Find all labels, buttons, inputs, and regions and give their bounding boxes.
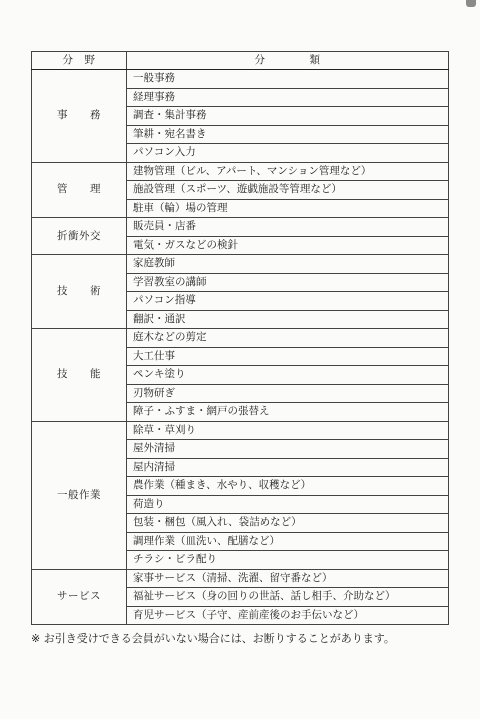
category-cell: 荷造り — [127, 495, 449, 514]
category-cell: 福祉サービス（身の回りの世話、話し相手、介助など） — [127, 588, 449, 607]
category-cell: 屋外清掃 — [127, 440, 449, 459]
table-row — [32, 569, 449, 588]
table-row — [32, 421, 449, 440]
field-cell: 折衝外交 — [32, 218, 127, 255]
footnote: ※ お引き受けできる会員がいない場合には、お断りすることがあります。 — [31, 632, 395, 645]
job-category-table — [31, 51, 449, 625]
table-row — [32, 70, 449, 89]
category-cell: 建物管理（ビル、アパート、マンション管理など） — [127, 162, 449, 181]
category-cell: 育児サービス（子守、産前産後のお手伝いなど） — [127, 606, 449, 625]
table-row — [32, 218, 449, 237]
field-cell: 技 能 — [32, 329, 127, 422]
category-cell: 調査・集計事務 — [127, 107, 449, 126]
category-cell: 調理作業（皿洗い、配膳など） — [127, 532, 449, 551]
category-cell: 庭木などの剪定 — [127, 329, 449, 348]
table-header-row — [32, 52, 449, 70]
category-cell: 除草・草刈り — [127, 421, 449, 440]
category-cell: 筆耕・宛名書き — [127, 125, 449, 144]
category-cell: 販売員・店番 — [127, 218, 449, 237]
field-cell: 一般作業 — [32, 421, 127, 569]
category-cell: 農作業（種まき、水やり、収穫など） — [127, 477, 449, 496]
field-cell: 技 術 — [32, 255, 127, 329]
category-cell: 障子・ふすま・網戸の張替え — [127, 403, 449, 422]
header-category: 分 類 — [127, 52, 449, 70]
category-cell: 包装・梱包（風入れ、袋詰めなど） — [127, 514, 449, 533]
table-row — [32, 255, 449, 274]
field-cell: 管 理 — [32, 162, 127, 218]
table-row — [32, 329, 449, 348]
header-field: 分 野 — [32, 52, 127, 70]
category-cell: 学習教室の講師 — [127, 273, 449, 292]
category-cell: 刃物研ぎ — [127, 384, 449, 403]
category-cell: 大工仕事 — [127, 347, 449, 366]
table-row — [32, 162, 449, 181]
field-cell: 事 務 — [32, 70, 127, 163]
category-cell: 翻訳・通訳 — [127, 310, 449, 329]
category-cell: パソコン指導 — [127, 292, 449, 311]
field-cell: サービス — [32, 569, 127, 625]
corner-mark — [466, 0, 476, 7]
table-body — [32, 70, 449, 625]
category-cell: 駐車（輪）場の管理 — [127, 199, 449, 218]
category-cell: パソコン入力 — [127, 144, 449, 163]
category-cell: チラシ・ビラ配り — [127, 551, 449, 570]
category-cell: ペンキ塗り — [127, 366, 449, 385]
category-cell: 電気・ガスなどの検針 — [127, 236, 449, 255]
category-cell: 一般事務 — [127, 70, 449, 89]
category-cell: 屋内清掃 — [127, 458, 449, 477]
category-cell: 施設管理（スポーツ、遊戯施設等管理など） — [127, 181, 449, 200]
category-cell: 家庭教師 — [127, 255, 449, 274]
category-cell: 家事サービス（清掃、洗濯、留守番など） — [127, 569, 449, 588]
category-cell: 経理事務 — [127, 88, 449, 107]
